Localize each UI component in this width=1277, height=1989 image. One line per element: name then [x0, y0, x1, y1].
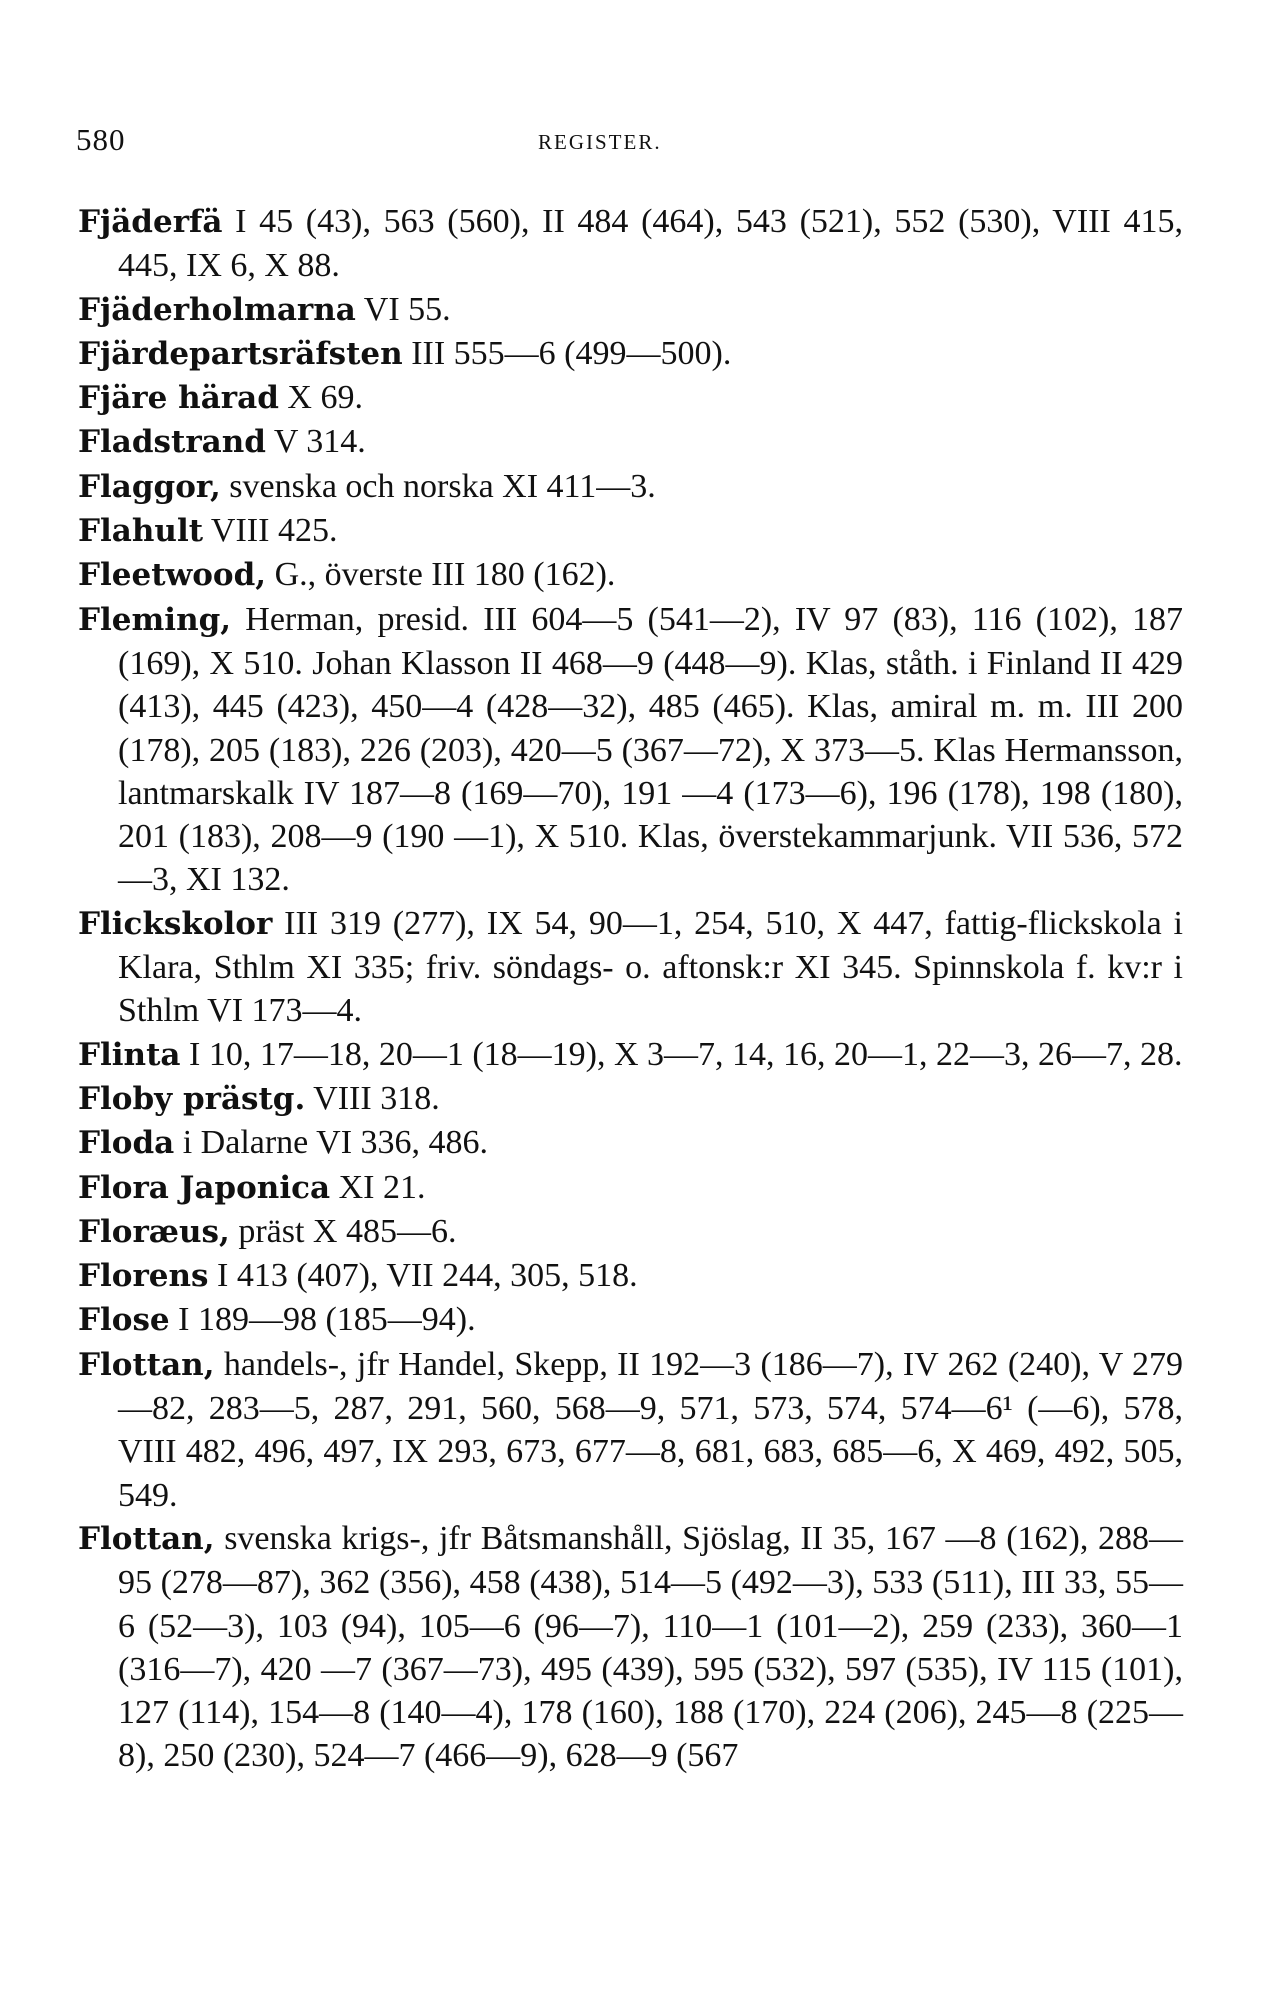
entry-headword: Fjäderholmarna	[78, 291, 356, 328]
index-entry	[78, 509, 1183, 553]
entry-references: handels-, jfr Handel, Skepp, II 192—3 (186—7), IV 262 (240), V 279—82, 283—5, 287, 291, 560, 568—9, 571, 573, 574, 574—6¹ (—6), 578, VIII 482, 496, 497, IX 293, 673, 677—8, 681, 683, 685—6, X 469, 492, 505, 549.	[118, 1345, 1183, 1514]
entry-headword: Flottan,	[78, 1346, 215, 1383]
entry-references: III 319 (277), IX 54, 90—1, 254, 510, X 447, fattig-flickskola i Klara, Sthlm XI 335; friv. söndags- o. aftonsk:r XI 345. Spinnskola f. kv:r i Sthlm VI 173—4.	[118, 904, 1183, 1030]
entry-headword: Flose	[78, 1302, 170, 1339]
entry-headword: Flinta	[78, 1036, 181, 1073]
entry-headword: Fladstrand	[78, 424, 266, 461]
entry-headword: Florens	[78, 1258, 209, 1295]
page-number: 580	[76, 122, 126, 157]
entry-references: präst X 485—6.	[229, 1212, 457, 1250]
entry-references: I 45 (43), 563 (560), II 484 (464), 543 (521), 552 (530), VIII 415, 445, IX 6, X 88.	[118, 203, 1183, 285]
entry-references: VIII 318.	[305, 1079, 440, 1117]
entry-references: I 189—98 (185—94).	[169, 1301, 476, 1339]
index-entry	[78, 332, 1183, 376]
entry-headword: Floda	[78, 1125, 175, 1162]
entry-references: XI 21.	[330, 1168, 426, 1206]
index-entry	[78, 200, 1183, 288]
entry-headword: Floræus,	[78, 1213, 230, 1250]
entry-references: G., överste III 180 (162).	[266, 556, 616, 594]
entry-headword: Fjärdepartsräfsten	[78, 335, 403, 372]
entry-headword: Flickskolor	[78, 905, 273, 942]
entry-references: Herman, presid. III 604—5 (541—2), IV 97 (83), 116 (102), 187 (169), X 510. Johan Klasson II 468—9 (448—9). Klas, ståth. i Finland II 429 (413), 445 (423), 450—4 (428—32), 485 (465). Klas, amiral m. m. III 200 (178), 205 (183), 226 (203), 420—5 (367—72), X 373—5. Klas Hermansson, lantmarskalk IV 187—8 (169—70), 191 —4 (173—6), 196 (178), 198 (180), 201 (183), 208—9 (190 —1), X 510. Klas, överstekammarjunk. VII 536, 572—3, XI 132.	[118, 600, 1183, 899]
entry-references: V 314.	[265, 423, 366, 461]
entry-headword: Fleetwood,	[78, 557, 267, 594]
index-entry	[78, 1077, 1183, 1121]
entry-headword: Flora Japonica	[78, 1169, 331, 1206]
index-entry	[78, 598, 1183, 902]
index-entry	[78, 1210, 1183, 1254]
index-entry	[78, 1254, 1183, 1298]
entry-references: svenska och norska XI 411—3.	[220, 467, 656, 505]
index-entry	[78, 1121, 1183, 1165]
index-entry	[78, 465, 1183, 509]
index-entry	[78, 553, 1183, 597]
running-head: REGISTER.	[538, 130, 662, 154]
entry-references: svenska krigs-, jfr Båtsmanshåll, Sjöslag, II 35, 167 —8 (162), 288—95 (278—87), 362 (356), 458 (438), 514—5 (492—3), 533 (511), III 33, 55—6 (52—3), 103 (94), 105—6 (96—7), 110—1 (101—2), 259 (233), 360—1 (316—7), 420 —7 (367—73), 495 (439), 595 (532), 597 (535), IV 115 (101), 127 (114), 154—8 (140—4), 178 (160), 188 (170), 224 (206), 245—8 (225—8), 250 (230), 524—7 (466—9), 628—9 (567	[118, 1519, 1183, 1775]
index-entry	[78, 1517, 1183, 1778]
entry-headword: Flottan,	[78, 1520, 215, 1557]
page-header	[76, 122, 1176, 162]
entry-headword: Flahult	[78, 513, 204, 550]
index-entry	[78, 902, 1183, 1033]
entry-references: VI 55.	[355, 290, 451, 328]
index-entry	[78, 1298, 1183, 1342]
entry-references: VIII 425.	[203, 512, 338, 550]
index-entry	[78, 420, 1183, 464]
entry-headword: Fleming,	[78, 601, 232, 638]
entry-references: i Dalarne VI 336, 486.	[174, 1124, 489, 1162]
index-entry	[78, 1166, 1183, 1210]
index-entry	[78, 1033, 1183, 1077]
entry-headword: Fjäre härad	[78, 380, 279, 417]
entry-references: I 413 (407), VII 244, 305, 518.	[208, 1257, 638, 1295]
entry-headword: Floby prästg.	[78, 1080, 306, 1117]
entry-references: I 10, 17—18, 20—1 (18—19), X 3—7, 14, 16, 20—1, 22—3, 26—7, 28.	[180, 1035, 1183, 1073]
entry-headword: Fjäderfä	[78, 204, 223, 240]
entry-headword: Flaggor,	[78, 468, 221, 505]
index-entries	[78, 200, 1183, 1778]
index-entry	[78, 376, 1183, 420]
entry-references: III 555—6 (499—500).	[402, 334, 732, 372]
index-entry	[78, 1343, 1183, 1517]
index-entry	[78, 288, 1183, 332]
entry-references: X 69.	[278, 379, 363, 417]
